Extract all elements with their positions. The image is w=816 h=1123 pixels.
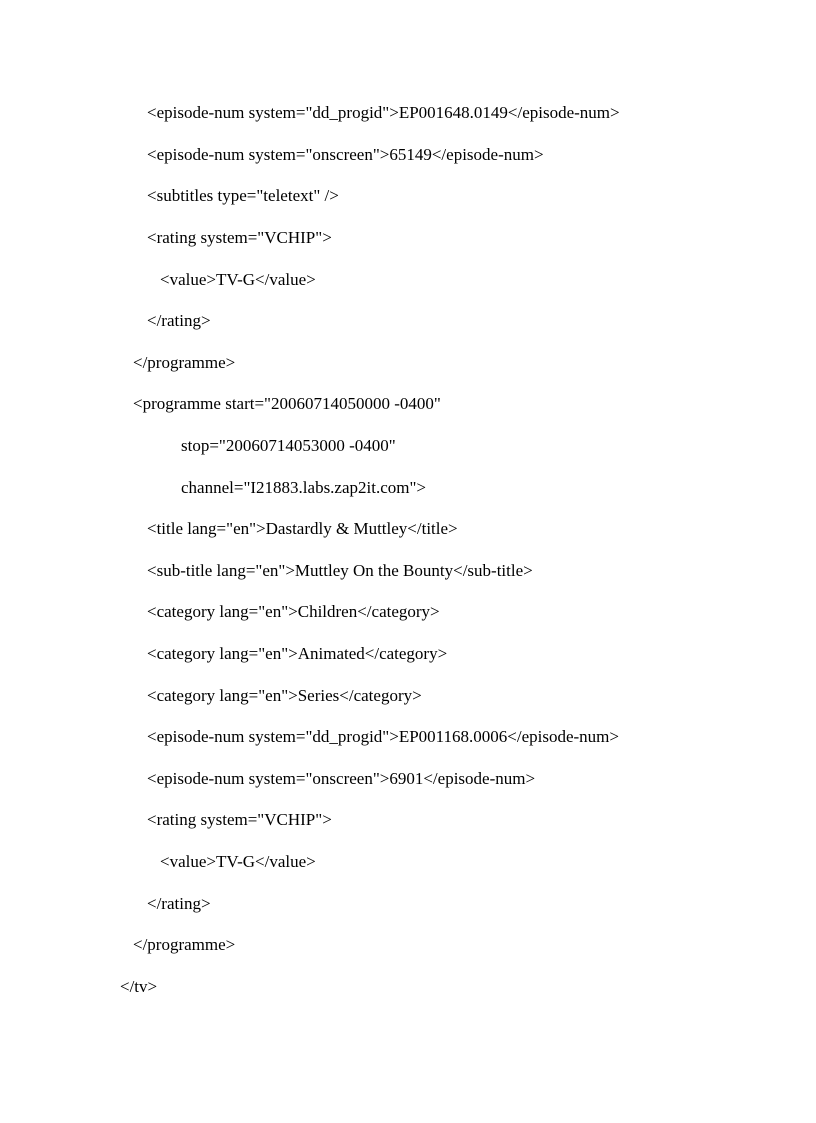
code-line: </tv> xyxy=(120,977,158,996)
code-line: <rating system="VCHIP"> xyxy=(147,810,332,829)
code-line: <episode-num system="onscreen">6901</episode-num> xyxy=(147,769,536,788)
code-line: <episode-num system="onscreen">65149</episode-num> xyxy=(147,145,544,164)
code-line: <episode-num system="dd_progid">EP001648.0149</episode-num> xyxy=(147,103,620,122)
code-line: channel="I21883.labs.zap2it.com"> xyxy=(181,478,427,497)
code-line: <episode-num system="dd_progid">EP001168.0006</episode-num> xyxy=(147,727,619,746)
code-line: <sub-title lang="en">Muttley On the Bounty</sub-title> xyxy=(147,561,533,580)
code-line: <category lang="en">Children</category> xyxy=(147,602,440,621)
code-line: stop="20060714053000 -0400" xyxy=(181,436,396,455)
code-line: <programme start="20060714050000 -0400" xyxy=(133,394,441,413)
code-line: </rating> xyxy=(147,311,211,330)
code-line: <value>TV-G</value> xyxy=(160,270,316,289)
code-line: <value>TV-G</value> xyxy=(160,852,316,871)
code-line: </rating> xyxy=(147,894,211,913)
code-line: <category lang="en">Series</category> xyxy=(147,686,422,705)
code-line: <category lang="en">Animated</category> xyxy=(147,644,448,663)
code-line: <rating system="VCHIP"> xyxy=(147,228,332,247)
code-line: </programme> xyxy=(133,353,236,372)
code-line: </programme> xyxy=(133,935,236,954)
code-line: <subtitles type="teletext" /> xyxy=(147,186,339,205)
code-line: <title lang="en">Dastardly & Muttley</title> xyxy=(147,519,458,538)
